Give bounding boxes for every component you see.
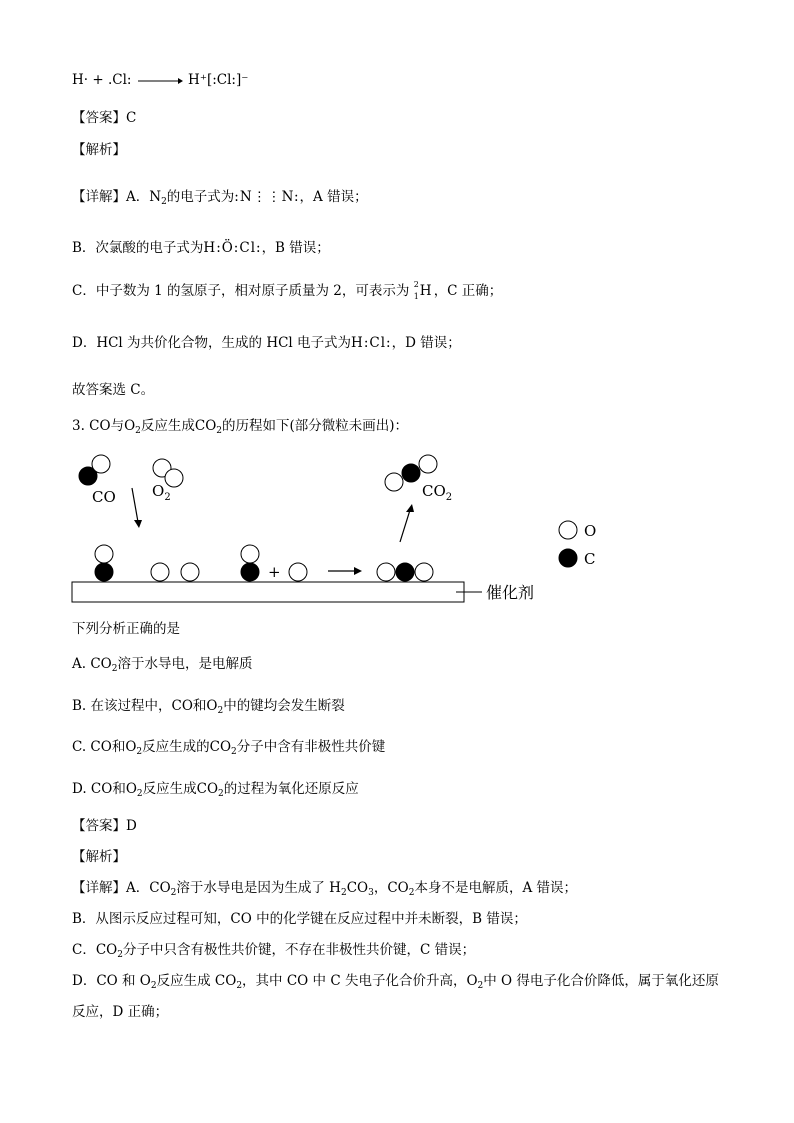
legend-oxygen-label: O — [584, 522, 597, 540]
co2-label: $CO_2$ — [422, 482, 453, 503]
text: B．次氯酸的电子式为 — [72, 240, 204, 256]
text: 反应生成CO — [142, 781, 219, 797]
oxygen-atom — [377, 563, 395, 581]
legend-carbon-label: C — [584, 550, 596, 568]
text: 中的键均会发生断裂 — [223, 698, 345, 714]
arrow-icon — [136, 74, 184, 84]
mass-number: 2 — [413, 280, 419, 289]
subscript: 2 — [150, 981, 157, 991]
oxygen-atom — [95, 545, 113, 563]
atomic-number: 1 — [413, 292, 419, 301]
detail-3b: B．从图示反应过程可知，CO 中的化学键在反应过程中并未断裂，B 错误； — [72, 911, 527, 927]
detail-3a — [72, 878, 577, 903]
text: ，CO — [373, 880, 409, 896]
text: 的电子式为 — [166, 189, 235, 205]
carbon-atom — [396, 563, 414, 581]
oxygen-atom — [385, 473, 403, 491]
catalyst-surface — [72, 582, 464, 602]
conclusion: 故答案选 C。 — [72, 382, 155, 398]
oxygen-atom — [241, 545, 259, 563]
detail-c — [72, 281, 502, 301]
subscript: 2 — [161, 197, 167, 207]
analysis-label: 【解析】 — [72, 142, 126, 158]
option-d — [72, 779, 359, 804]
subscript: 2 — [136, 789, 143, 799]
text: D．CO 和 O — [72, 973, 151, 989]
text: C. CO和O — [72, 739, 137, 755]
answer-label: 【答案】D — [72, 818, 137, 834]
electron-equation — [72, 70, 248, 90]
text: 反应生成的CO — [142, 739, 232, 755]
oxygen-atom — [419, 455, 437, 473]
question-3-stem — [72, 416, 408, 441]
oxygen-atom — [181, 563, 199, 581]
text: 的过程为氧化还原反应 — [223, 781, 359, 797]
question-prompt: 下列分析正确的是 — [72, 621, 180, 637]
subscript: 2 — [231, 747, 237, 757]
text: ，C 正确； — [433, 283, 503, 299]
text: 溶于水导电，是电解质 — [117, 656, 253, 672]
text: ，B 错误； — [261, 240, 330, 256]
equation-lhs: H· + .Cl: — [72, 72, 132, 88]
analysis-label: 【解析】 — [72, 849, 126, 865]
text: ，A 错误； — [299, 189, 368, 205]
text: 反应生成CO — [140, 418, 217, 434]
legend-oxygen-icon — [559, 521, 577, 539]
text: A. CO — [72, 656, 112, 672]
reaction-diagram — [60, 448, 680, 608]
text: 溶于水导电是因为生成了 H — [176, 880, 341, 896]
carbon-atom — [95, 563, 113, 581]
text: 中 O 得电子化合价降低，属于氧化还原 — [483, 973, 719, 989]
subscript: 2 — [217, 706, 224, 716]
arrow-right-icon — [354, 567, 362, 575]
text: 本身不是电解质，A 错误； — [414, 880, 578, 896]
text: 3. CO与O — [72, 418, 136, 434]
subscript: 2 — [117, 950, 123, 960]
arrow-down-icon — [134, 520, 142, 528]
catalyst-label: 催化剂 — [486, 583, 535, 602]
arrow-up-icon — [406, 504, 414, 512]
oxygen-atom — [151, 563, 169, 581]
subscript: 2 — [218, 789, 224, 799]
detail-b — [72, 238, 330, 258]
text: ，其中 CO 中 C 失电子化合价升高，O — [242, 973, 478, 989]
detail-3c — [72, 940, 475, 965]
hcl-electron-formula: H:Cl: — [351, 335, 392, 351]
legend-carbon-icon — [559, 549, 577, 567]
detail-d — [72, 333, 461, 353]
text: 分子中含有非极性共价键 — [236, 739, 386, 755]
text: D．HCl 为共价化合物，生成的 HCl 电子式为 — [72, 335, 352, 351]
hclo-electron-formula: H:Ö:Cl: — [203, 240, 262, 256]
oxygen-atom — [92, 455, 110, 473]
text: ，D 错误； — [391, 335, 461, 351]
subscript: 2 — [408, 888, 415, 898]
oxygen-atom — [415, 563, 433, 581]
option-a — [72, 654, 252, 679]
text: 反应生成 CO — [156, 973, 237, 989]
co-label: CO — [92, 488, 116, 506]
subscript: 2 — [477, 981, 484, 991]
text: 【详解】A．N — [72, 189, 162, 205]
carbon-atom — [402, 464, 420, 482]
text: 分子中只含有极性共价键，不存在非极性共价键，C 错误； — [122, 942, 476, 958]
text: 【详解】A．CO — [72, 880, 171, 896]
text: B. 在该过程中，CO和O — [72, 698, 218, 714]
subscript: 2 — [340, 888, 347, 898]
text: C．中子数为 1 的氢原子，相对原子质量为 2，可表示为 — [72, 283, 410, 299]
oxygen-atom — [289, 563, 307, 581]
text: CO — [346, 880, 369, 896]
option-c — [72, 737, 385, 762]
isotope-formula — [414, 281, 434, 301]
detail-a — [72, 187, 368, 212]
text: C．CO — [72, 942, 118, 958]
subscript: 2 — [170, 888, 177, 898]
oxygen-atom — [165, 469, 183, 487]
text: 的历程如下(部分微粒未画出)： — [222, 418, 409, 434]
subscript: 2 — [135, 426, 141, 436]
subscript: 3 — [368, 888, 374, 898]
subscript: 2 — [111, 664, 118, 674]
subscript: 2 — [216, 426, 223, 436]
answer-label: 【答案】C — [72, 110, 137, 126]
o2-label: $O_2$ — [152, 482, 171, 503]
detail-3d-cont: 反应，D 正确； — [72, 1004, 169, 1020]
option-b — [72, 696, 345, 721]
subscript: 2 — [136, 747, 143, 757]
subscript: 2 — [236, 981, 243, 991]
detail-3d — [72, 971, 719, 996]
element: H — [419, 283, 432, 299]
carbon-atom — [241, 563, 259, 581]
text: D. CO和O — [72, 781, 137, 797]
equation-rhs: H⁺[:Cl:]⁻ — [188, 72, 249, 88]
plus-sign: + — [268, 563, 281, 581]
n2-electron-formula: :N⋮⋮N: — [234, 189, 300, 205]
